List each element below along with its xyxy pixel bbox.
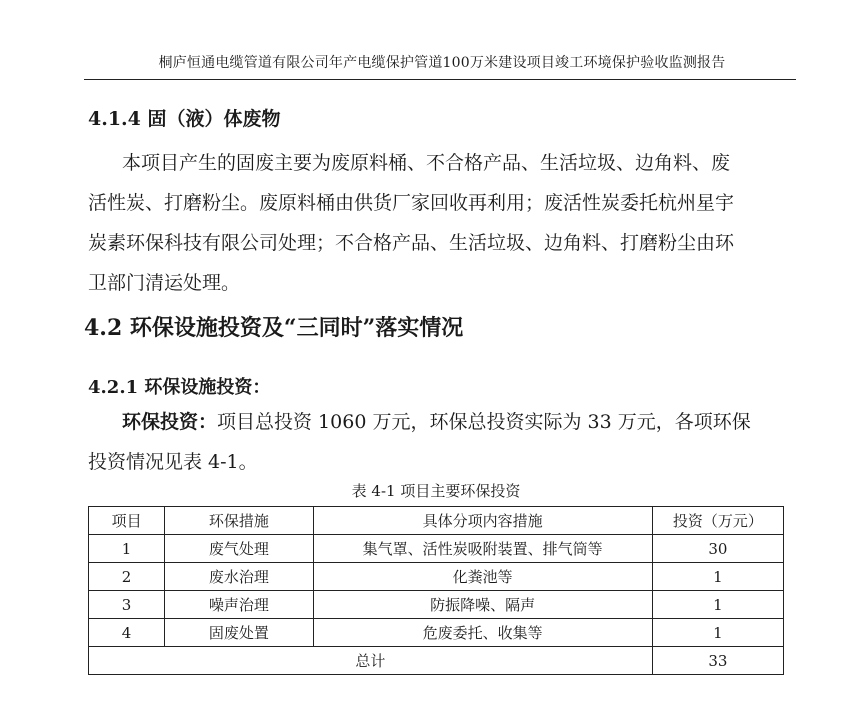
- paragraph-line: [88, 402, 788, 442]
- table-row: [89, 535, 784, 563]
- solid-waste-paragraph: [88, 143, 788, 303]
- section-heading-4-2-1: 4.2.1 环保设施投资：: [88, 377, 271, 398]
- column-header: 环保措施: [165, 507, 313, 535]
- table-cell: 噪声治理: [165, 591, 313, 619]
- investment-table: [88, 506, 784, 675]
- table-header-row: [89, 507, 784, 535]
- table-cell: 集气罩、活性炭吸附装置、排气筒等: [313, 535, 652, 563]
- table-caption: 表 4-1 项目主要环保投资: [351, 482, 521, 500]
- table-cell: 化粪池等: [313, 563, 652, 591]
- table-row: [89, 619, 784, 647]
- header-divider: [84, 79, 796, 80]
- table-cell: 2: [89, 563, 165, 591]
- table-cell: 1: [652, 619, 783, 647]
- paragraph-line: 投资情况见表 4-1。: [88, 451, 258, 473]
- column-header: 具体分项内容措施: [313, 507, 652, 535]
- paragraph-line: 卫部门清运处理。: [88, 272, 241, 294]
- page-header-title: 桐庐恒通电缆管道有限公司年产电缆保护管道100万米建设项目竣工环境保护验收监测报告: [158, 55, 726, 71]
- table-cell: 废水治理: [165, 563, 313, 591]
- table-row: [89, 591, 784, 619]
- table-cell: 1: [89, 535, 165, 563]
- column-header: 投资（万元）: [652, 507, 783, 535]
- investment-label: 环保投资：: [122, 411, 218, 433]
- table-cell: 防振降噪、隔声: [313, 591, 652, 619]
- table-cell: 危废委托、收集等: [313, 619, 652, 647]
- section-heading-4-1-4: 4.1.4 固（液）体废物: [88, 108, 281, 130]
- paragraph-line: 活性炭、打磨粉尘。废原料桶由供货厂家回收再利用；废活性炭委托杭州星宇: [88, 192, 735, 214]
- investment-text: 项目总投资 1060 万元，环保总投资实际为 33 万元，各项环保: [217, 411, 751, 433]
- section-heading-4-2: 4.2 环保设施投资及“三同时”落实情况: [84, 315, 464, 341]
- investment-paragraph: [88, 402, 788, 482]
- total-label: 总计: [89, 647, 653, 675]
- paragraph-line: 本项目产生的固废主要为废原料桶、不合格产品、生活垃圾、边角料、废: [122, 152, 731, 174]
- table-cell: 固废处置: [165, 619, 313, 647]
- paragraph-line: 炭素环保科技有限公司处理；不合格产品、生活垃圾、边角料、打磨粉尘由环: [88, 232, 735, 254]
- table-cell: 1: [652, 591, 783, 619]
- table-row: [89, 563, 784, 591]
- table-total-row: [89, 647, 784, 675]
- table-cell: 废气处理: [165, 535, 313, 563]
- table-cell: 4: [89, 619, 165, 647]
- total-value: 33: [652, 647, 783, 675]
- column-header: 项目: [89, 507, 165, 535]
- table-cell: 30: [652, 535, 783, 563]
- table-cell: 1: [652, 563, 783, 591]
- table-cell: 3: [89, 591, 165, 619]
